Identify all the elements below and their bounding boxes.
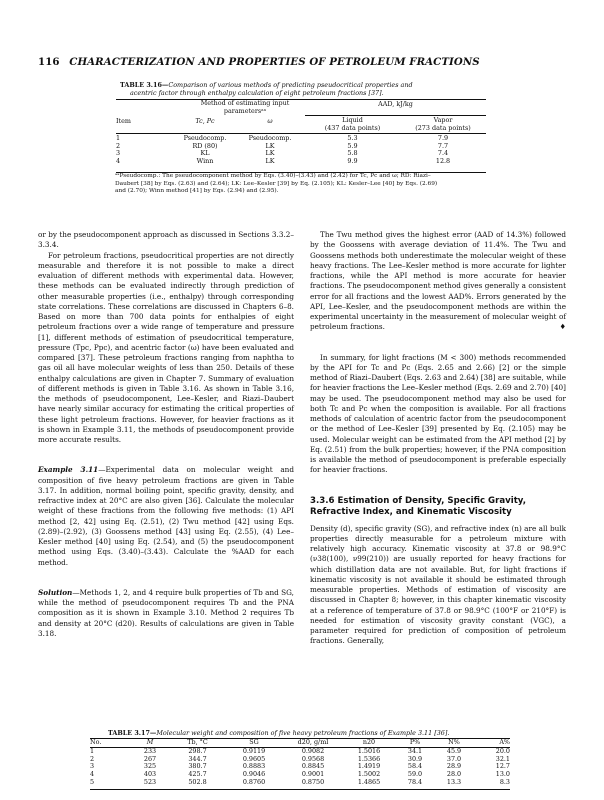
table-cell: 1.5016 <box>357 747 381 756</box>
table-3-17-bottom-rule <box>90 789 510 790</box>
column-header: n20 <box>362 738 376 746</box>
column-header: P% <box>409 738 421 746</box>
table-cell: 502.8 <box>188 777 207 786</box>
table-cell: 8.3 <box>499 777 510 786</box>
header-vapor-points: (273 data points) <box>415 123 471 132</box>
table-cell: 37.0 <box>446 754 462 763</box>
page-number: 116 <box>38 56 60 68</box>
table-cell: 45.9 <box>446 747 462 756</box>
table-header-row <box>90 739 510 747</box>
solution-paragraph <box>38 588 294 639</box>
table-cell: 0.9605 <box>242 754 266 763</box>
liquid-cell: 9.9 <box>347 156 358 165</box>
table-cell: 298.7 <box>188 747 207 756</box>
table-cell: 0.8845 <box>301 762 325 771</box>
table-cell: 0.9119 <box>242 747 266 756</box>
table-cell: 0.9046 <box>242 769 266 778</box>
omega-cell: Pseudocomp. <box>248 134 292 142</box>
tcpc-cell: KL <box>200 149 210 158</box>
table-cell: 32.1 <box>495 754 510 763</box>
table-3-16-header-method <box>190 100 300 115</box>
paragraph: or by the pseudocomponent approach as discussed in Sections 3.3.2–3.3.4. <box>38 230 294 250</box>
item-cell: 4 <box>116 156 121 165</box>
table-cell: 1.5366 <box>357 754 381 763</box>
table-row <box>90 779 510 787</box>
table-cell: 0.9001 <box>301 769 325 778</box>
table-cell: 13.3 <box>446 777 462 786</box>
table-3-16-header-aad: AAD, kJ/kg <box>378 100 413 108</box>
table-cell: 4 <box>90 769 95 778</box>
example-text: —Experimental data on molecular weight and composition of five heavy petroleum fractions are given in Table 3.17. In addition, normal boiling point, specific gravity, density, and refractive index at 20°C are also given [36]. Calculate the molecular weight of these fractions from the following five methods: (1) API method [2, 42] using Eq. (2.51), (2) Twu method [42] using Eqs. (2.89)–(2.92), (3) Goossens method [43] using Eq. (2.55), (4) Lee–Kesler method [40] using Eq. (2.54), and (5) the pseudocomponent method using Eqs. (3.40)–(3.43). Calculate the %AAD for each method. <box>38 465 294 567</box>
table-3-16-header-liquid <box>305 117 400 132</box>
table-cell: 0.9082 <box>301 747 325 756</box>
table-cell: 267 <box>143 754 157 763</box>
paragraph <box>310 230 566 333</box>
paragraph: For petroleum fractions, pseudocritical properties are not directly measurable and therefore it is not possible to make a direct evaluation of different methods with experimental data. However, these methods can be evaluated indirectly through prediction of other measurable properties (i.e., enthalpy) through corresponding state correlations. These correlations are discussed in Chapters 6–8. Based on more than 700 data points for enthalpies of eight petroleum fractions over a wide range of temperature and pressure [1], different methods of estimation of pseudocritical temperature, pressure (Tpc, Ppc), and acentric factor (ω) have been evaluated and compared [37]. These petroleum fractions ranging from naphtha to gas oil all have molecular weights of less than 250. Details of these enthalpy calculations are given in Chapter 7. Summary of evaluation of different methods is given in Table 3.16. As shown in Table 3.16, the methods of pseudocomponent, Lee–Kesler, and Riazi–Daubert have nearly similar accuracy for estimating the critical properties of these light petroleum fractions. However, for heavier fractions as it is shown in Example 3.11, the methods of pseudocomponent provide more accurate results. <box>38 250 294 444</box>
table-3-16-header-rule <box>116 133 486 134</box>
table-row <box>116 150 486 158</box>
solution-label: Solution <box>38 587 73 597</box>
item-cell: 2 <box>116 141 121 150</box>
column-header: N% <box>448 738 460 746</box>
right-column <box>310 230 566 647</box>
table-cell: 1 <box>90 747 95 756</box>
table-cell: 425.7 <box>188 769 207 778</box>
paragraph: Density (d), specific gravity (SG), and refractive index (n) are all bulk properties directly measurable for a petroleum mixture with relatively high accuracy. Kinematic viscosity at 37.8 or 98.9°C (ν38(100), ν99(210)) are usually reported for heavy fractions for which distillation data are not available. But, for light fractions if kinematic viscosity is not available it should be estimated through measurable properties. Methods of estimation of viscosity are discussed in Chapter 8; however, in this chapter kinematic viscosity at a reference of temperature of 37.8 or 98.9°C (100°F or 210°F) is needed for estimation of viscosity gravity constant (VGC), a parameter required for prediction of composition of petroleum fractions. Generally, <box>310 523 566 646</box>
table-3-16-label: TABLE 3.16— <box>120 81 169 89</box>
table-row <box>116 135 486 143</box>
footnote-line: Daubert [38] by Eqs. (2.63) and (2.64); LK: Lee–Kesler [39] by Eq. (2.105); KL: Kesler–Lee [40] by Eqs. (2.69) <box>115 180 438 187</box>
table-cell: 12.7 <box>495 762 510 771</box>
section-heading <box>310 496 566 518</box>
item-cell: 3 <box>116 149 121 158</box>
table-3-16-header-vapor <box>400 117 486 132</box>
table-cell: 344.7 <box>188 754 207 763</box>
paragraph: In summary, for light fractions (M < 300) methods recommended by the API for Tc and Pc (Eqs. 2.65 and 2.66) [2] or the simple method of Riazi–Daubert (Eqs. 2.63 and 2.64) [38] are suitable, while for heavier fractions the Lee–Kesler method (Eqs. 2.69 and 2.70) [40] may be used. The pseudocomponent method may also be used for both Tc and Pc when the composition is available. For all fractions methods of calculation of acentric factor from the pseudocomponent or the method of Lee–Kesler [39] presented by Eq. (2.105) may be used. Molecular weight can be estimated from the API method [2] by Eq. (2.51) from the bulk properties; however, if the PNA composition is available the method of pseudocomponent is preferable especially for heavier fractions. <box>310 352 566 475</box>
liquid-cell: 5.8 <box>347 149 358 158</box>
header-vapor-label: Vapor <box>433 116 453 124</box>
table-3-16-caption-line2: acentric factor through enthalpy calculation of eight petroleum fractions [37]. <box>130 89 384 97</box>
table-3-17-label: TABLE 3.17— <box>108 729 157 737</box>
column-header: SG <box>249 738 259 746</box>
header-params-label: parametersᵃᵃ <box>223 106 267 115</box>
table-cell: 380.7 <box>188 762 207 771</box>
omega-cell: LK <box>265 156 275 165</box>
item-cell: 1 <box>116 134 121 142</box>
table-cell: 0.9568 <box>301 754 325 763</box>
vapor-cell: 7.7 <box>437 141 449 150</box>
header-method-label: Method of estimating input <box>200 99 290 107</box>
column-header: d20, g/ml <box>297 738 329 746</box>
vapor-cell: 12.8 <box>435 156 451 165</box>
table-3-16-header-tcpc: Tc, Pc <box>195 117 215 125</box>
vapor-cell: 7.4 <box>437 149 449 158</box>
table-cell: 59.0 <box>407 769 423 778</box>
table-3-17 <box>90 739 510 786</box>
column-header: Tb, °C <box>187 738 208 746</box>
column-header: No. <box>90 738 102 746</box>
liquid-cell: 5.3 <box>347 134 358 142</box>
table-cell: 1.4865 <box>357 777 381 786</box>
solution-text: —Methods 1, 2, and 4 require bulk properties of Tb and SG, while the method of pseudocomponent requires Tb and the PNA composition as it is shown in Example 3.10. Method 2 requires Tb and density at 20°C (d20). Results of calculations are given in Table 3.18. <box>38 587 294 638</box>
column-header: M <box>146 738 154 746</box>
liquid-cell: 5.9 <box>347 141 358 150</box>
table-row <box>116 158 486 166</box>
omega-cell: LK <box>265 141 275 150</box>
table-cell: 1.5002 <box>357 769 381 778</box>
footnote-line: ᵃᵃPseudocomp.: The pseudocomponent method by Eqs. (3.40)–(3.43) and (2.42) for Tc, Pc and ω; RD: Riazi– <box>115 173 431 179</box>
table-3-16-header-omega: ω <box>267 117 273 125</box>
table-cell: 30.9 <box>407 754 423 763</box>
omega-cell: LK <box>265 149 275 158</box>
section-heading-line: Refractive Index, and Kinematic Viscosity <box>310 506 512 517</box>
table-cell: 13.0 <box>495 769 510 778</box>
footnote-line: and (2.70); Winn method [41] by Eqs. (2.94) and (2.95). <box>115 188 279 195</box>
header-liquid-points: (437 data points) <box>324 123 381 132</box>
table-cell: 78.4 <box>407 777 423 786</box>
section-heading-line: 3.3.6 Estimation of Density, Specific Gravity, <box>310 495 527 506</box>
table-cell: 403 <box>143 769 157 778</box>
table-3-16-caption <box>120 81 500 97</box>
table-cell: 34.1 <box>407 747 423 756</box>
tcpc-cell: Winn <box>196 156 214 165</box>
end-of-example-mark: ♦ <box>559 322 566 332</box>
table-cell: 523 <box>143 777 157 786</box>
table-cell: 20.0 <box>495 747 510 756</box>
table-3-17-caption <box>108 729 528 737</box>
table-cell: 3 <box>90 762 95 771</box>
running-head-title: CHARACTERIZATION AND PROPERTIES OF PETROLEUM FRACTIONS <box>69 56 480 68</box>
table-cell: 28.9 <box>446 762 462 771</box>
table-row <box>116 143 486 151</box>
table-cell: 0.8750 <box>301 777 325 786</box>
table-cell: 325 <box>143 762 157 771</box>
running-head <box>38 56 480 68</box>
table-3-16-footnote <box>115 173 485 196</box>
table-3-16-body <box>116 135 486 165</box>
table-cell: 5 <box>90 777 95 786</box>
example-label: Example 3.11 <box>38 465 99 475</box>
tcpc-cell: RD (80) <box>192 141 218 150</box>
table-cell: 2 <box>90 754 95 763</box>
example-paragraph <box>38 465 294 568</box>
paragraph-text: The Twu method gives the highest error (AAD of 14.3%) followed by the Goossens with average deviation of 11.4%. The Twu and Goossens methods both underestimate the molecular weight of these heavy fractions. The Lee–Kesler method is more accurate for lighter fractions, while the API method is more accurate for heavier fractions. The pseudocomponent method gives generally a consistent error for all fractions and the lowest AAD%. Errors generated by the API, Lee–Kesler, and the pseudocomponent methods are within the experimental uncertainty in the measurement of molecular weight of petroleum fractions. <box>310 230 566 332</box>
vapor-cell: 7.9 <box>437 134 449 142</box>
table-cell: 233 <box>143 747 157 756</box>
table-3-17-caption-text: Molecular weight and composition of five heavy petroleum fractions of Example 3.11 [36]. <box>156 729 450 737</box>
table-3-16-header-item: Item <box>116 117 131 125</box>
table-cell: 28.0 <box>446 769 462 778</box>
left-column <box>38 230 294 639</box>
table-cell: 1.4919 <box>357 762 381 771</box>
tcpc-cell: Pseudocomp. <box>183 134 227 142</box>
table-cell: 0.8760 <box>242 777 266 786</box>
table-3-16-caption-line1: Comparison of various methods of predicting pseudocritical properties and <box>168 81 413 89</box>
column-header: A% <box>499 738 510 746</box>
table-cell: 0.8883 <box>242 762 266 771</box>
table-cell: 58.4 <box>407 762 423 771</box>
table-3-16-aad-rule <box>305 115 486 116</box>
header-liquid-label: Liquid <box>342 116 363 124</box>
